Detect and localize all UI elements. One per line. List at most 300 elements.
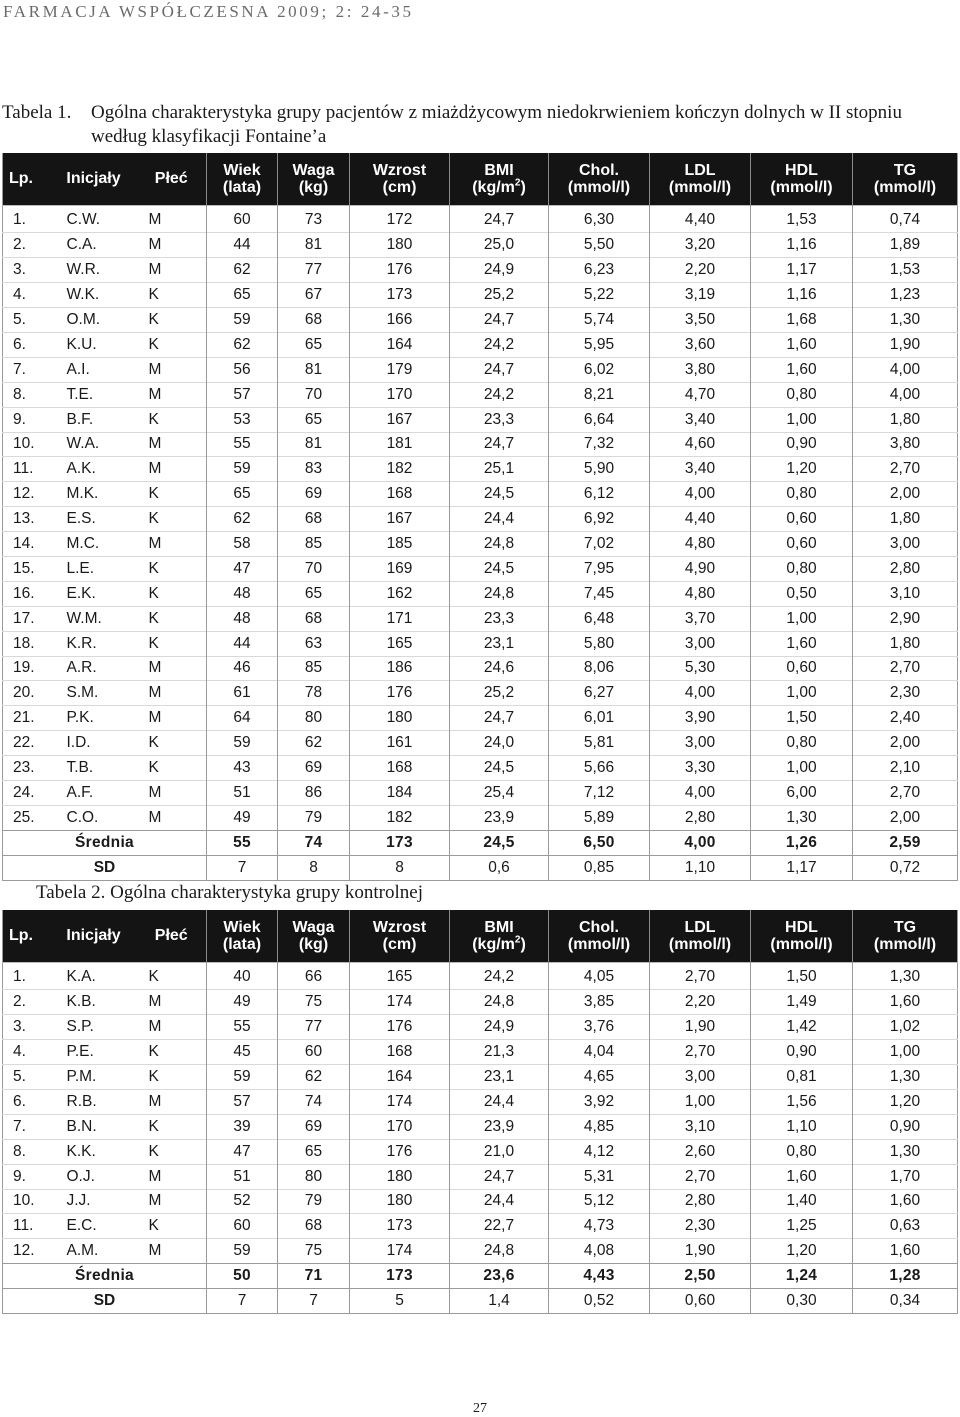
table-cell: 3,40 [650, 457, 751, 482]
table-cell: 5,66 [549, 756, 650, 781]
table-cell: 67 [278, 283, 350, 308]
table-cell: 24,9 [450, 1015, 549, 1040]
table-cell: 77 [278, 1015, 350, 1040]
table-cell: W.A. [51, 432, 137, 457]
table-cell: 69 [278, 1114, 350, 1139]
table-cell: 182 [350, 457, 450, 482]
table-cell: 4,85 [549, 1114, 650, 1139]
table-cell: 70 [278, 382, 350, 407]
table-cell: 24,7 [450, 1164, 549, 1189]
table-cell: 6,23 [549, 258, 650, 283]
table-cell: P.E. [51, 1040, 137, 1065]
table-cell: 77 [278, 258, 350, 283]
table-cell: 56 [207, 357, 278, 382]
table1-header-row [3, 153, 958, 205]
table-cell: 65 [278, 1139, 350, 1164]
table-cell: 161 [350, 731, 450, 756]
table-cell: 23,3 [450, 407, 549, 432]
table-cell: 1,30 [853, 308, 958, 333]
table-cell: 25. [3, 805, 51, 830]
table-cell: 1,00 [751, 756, 853, 781]
table-cell: 18. [3, 631, 51, 656]
table-cell: M [137, 1089, 207, 1114]
header-sex: Płeć [137, 910, 207, 962]
header-weight: Waga (kg) [278, 910, 350, 962]
table-cell: 182 [350, 805, 450, 830]
table-cell: 0,60 [751, 656, 853, 681]
table-cell: K [137, 407, 207, 432]
table-cell: K [137, 332, 207, 357]
summary-cell: 1,28 [853, 1264, 958, 1289]
table-cell: 1,23 [853, 283, 958, 308]
table-cell: 24,5 [450, 756, 549, 781]
table-cell: 2,70 [853, 656, 958, 681]
table-row [3, 606, 958, 631]
table-cell: W.K. [51, 283, 137, 308]
table-cell: 62 [278, 1065, 350, 1090]
table-cell: 174 [350, 990, 450, 1015]
table-cell: 1,02 [853, 1015, 958, 1040]
table-cell: B.N. [51, 1114, 137, 1139]
table-cell: 5. [3, 308, 51, 333]
summary-cell: 50 [207, 1264, 278, 1289]
table-cell: 3,90 [650, 706, 751, 731]
table-cell: 0,60 [751, 507, 853, 532]
header-ldl: LDL (mmol/l) [650, 910, 751, 962]
summary-cell: 1,17 [751, 855, 853, 880]
header-bmi: BMI $(kg/m^2)$ [450, 153, 549, 205]
table-cell: 164 [350, 332, 450, 357]
table-cell: 59 [207, 1239, 278, 1264]
table-cell: 75 [278, 1239, 350, 1264]
table-cell: 167 [350, 507, 450, 532]
table-cell: 3,40 [650, 407, 751, 432]
table-cell: 1,80 [853, 507, 958, 532]
table-cell: 6. [3, 1089, 51, 1114]
table-cell: 165 [350, 962, 450, 990]
table-cell: 24,5 [450, 482, 549, 507]
table-row [3, 457, 958, 482]
summary-cell: 71 [278, 1264, 350, 1289]
table-cell: 86 [278, 780, 350, 805]
header-bmi: BMI $(kg/m^2)$ [450, 910, 549, 962]
table-cell: A.K. [51, 457, 137, 482]
table-cell: 1,56 [751, 1089, 853, 1114]
table-cell: 47 [207, 556, 278, 581]
table-cell: 81 [278, 233, 350, 258]
table-cell: 52 [207, 1189, 278, 1214]
summary-cell: 23,6 [450, 1264, 549, 1289]
table-cell: 5,12 [549, 1189, 650, 1214]
table-cell: 0,90 [853, 1114, 958, 1139]
summary-cell: 0,72 [853, 855, 958, 880]
table-cell: 2,00 [853, 731, 958, 756]
table-cell: K [137, 581, 207, 606]
table-row [3, 581, 958, 606]
table-cell: 2,40 [853, 706, 958, 731]
table-cell: 64 [207, 706, 278, 731]
table-cell: 1,68 [751, 308, 853, 333]
table-cell: 44 [207, 233, 278, 258]
summary-cell: 173 [350, 1264, 450, 1289]
table-cell: 8,06 [549, 656, 650, 681]
table-cell: 1,90 [650, 1015, 751, 1040]
table-cell: K.A. [51, 962, 137, 990]
table-cell: 3,10 [853, 581, 958, 606]
table2-body [3, 962, 958, 1313]
table-cell: 1. [3, 962, 51, 990]
table-cell: 66 [278, 962, 350, 990]
summary-cell: 24,5 [450, 830, 549, 855]
table-row [3, 233, 958, 258]
summary-cell: 0,85 [549, 855, 650, 880]
summary-cell: 0,60 [650, 1289, 751, 1314]
table-cell: 3,10 [650, 1114, 751, 1139]
table-cell: K [137, 507, 207, 532]
table-cell: 5,95 [549, 332, 650, 357]
table-row [3, 205, 958, 233]
table-cell: 5,80 [549, 631, 650, 656]
table-row [3, 990, 958, 1015]
table-cell: 2,70 [853, 780, 958, 805]
table-cell: 79 [278, 1189, 350, 1214]
table-cell: 60 [207, 1214, 278, 1239]
table-cell: 39 [207, 1114, 278, 1139]
table-cell: 1,16 [751, 283, 853, 308]
summary-cell: 1,24 [751, 1264, 853, 1289]
table-row [3, 780, 958, 805]
table-cell: 3,85 [549, 990, 650, 1015]
table-cell: 51 [207, 1164, 278, 1189]
summary-cell: 0,52 [549, 1289, 650, 1314]
table-cell: 173 [350, 283, 450, 308]
table-cell: 81 [278, 432, 350, 457]
table-cell: 51 [207, 780, 278, 805]
table-row [3, 681, 958, 706]
table-cell: I.D. [51, 731, 137, 756]
table-cell: 70 [278, 556, 350, 581]
table-cell: B.F. [51, 407, 137, 432]
summary-cell: 2,59 [853, 830, 958, 855]
table-cell: 24,7 [450, 432, 549, 457]
table-cell: K [137, 631, 207, 656]
table-cell: 2,20 [650, 990, 751, 1015]
header-weight: Waga (kg) [278, 153, 350, 205]
table-cell: 1,60 [751, 332, 853, 357]
header-hdl: HDL (mmol/l) [751, 910, 853, 962]
table-cell: 61 [207, 681, 278, 706]
table-cell: 7. [3, 357, 51, 382]
table-cell: 62 [207, 507, 278, 532]
table-cell: 12. [3, 482, 51, 507]
table-cell: T.E. [51, 382, 137, 407]
table-cell: 65 [278, 407, 350, 432]
table-cell: S.M. [51, 681, 137, 706]
table-cell: 63 [278, 631, 350, 656]
table-cell: 1,20 [751, 1239, 853, 1264]
table-cell: 22,7 [450, 1214, 549, 1239]
table-cell: K [137, 1139, 207, 1164]
table-cell: 3. [3, 258, 51, 283]
summary-cell: 6,50 [549, 830, 650, 855]
table-cell: 184 [350, 780, 450, 805]
table-row [3, 1065, 958, 1090]
table-cell: 5,81 [549, 731, 650, 756]
table-cell: 176 [350, 258, 450, 283]
table-cell: 24. [3, 780, 51, 805]
table-cell: P.K. [51, 706, 137, 731]
summary-label: SD [3, 1289, 207, 1314]
table-cell: A.I. [51, 357, 137, 382]
summary-cell: 0,30 [751, 1289, 853, 1314]
table-cell: 17. [3, 606, 51, 631]
header-height: Wzrost (cm) [350, 910, 450, 962]
sd-row [3, 1289, 958, 1314]
table-cell: 0,90 [751, 1040, 853, 1065]
table-cell: 169 [350, 556, 450, 581]
table-cell: K [137, 606, 207, 631]
table-row [3, 1139, 958, 1164]
table-cell: K [137, 283, 207, 308]
table-cell: 1,10 [751, 1114, 853, 1139]
table-cell: 3,80 [650, 357, 751, 382]
table-cell: 6,30 [549, 205, 650, 233]
table-cell: 1,30 [853, 962, 958, 990]
table-cell: 8,21 [549, 382, 650, 407]
table-cell: 2,80 [853, 556, 958, 581]
table-cell: 9. [3, 407, 51, 432]
table-cell: 24,0 [450, 731, 549, 756]
table-cell: 0,80 [751, 731, 853, 756]
table-cell: 24,7 [450, 706, 549, 731]
table-cell: E.K. [51, 581, 137, 606]
table-row [3, 731, 958, 756]
table-cell: 13. [3, 507, 51, 532]
table-cell: 1,80 [853, 631, 958, 656]
table-cell: 2,00 [853, 482, 958, 507]
table-cell: 2,30 [650, 1214, 751, 1239]
table-cell: 24,9 [450, 258, 549, 283]
table-cell: M [137, 382, 207, 407]
table-row [3, 1015, 958, 1040]
table-row [3, 532, 958, 557]
table-cell: 1,00 [853, 1040, 958, 1065]
table-cell: 1,80 [853, 407, 958, 432]
table-cell: 69 [278, 482, 350, 507]
summary-cell: 1,10 [650, 855, 751, 880]
table-cell: J.J. [51, 1189, 137, 1214]
table-cell: 65 [207, 482, 278, 507]
table-cell: 6,02 [549, 357, 650, 382]
table-cell: 21,3 [450, 1040, 549, 1065]
table-cell: 4,08 [549, 1239, 650, 1264]
table-cell: M [137, 357, 207, 382]
table-cell: 2,30 [853, 681, 958, 706]
table-cell: 2. [3, 990, 51, 1015]
table-cell: M [137, 805, 207, 830]
table-cell: 0,80 [751, 482, 853, 507]
table-cell: 173 [350, 1214, 450, 1239]
summary-cell: 7 [207, 855, 278, 880]
table-cell: 4,05 [549, 962, 650, 990]
table-cell: O.J. [51, 1164, 137, 1189]
table-cell: 24,5 [450, 556, 549, 581]
table-cell: K [137, 556, 207, 581]
summary-cell: 7 [207, 1289, 278, 1314]
table-cell: 24,7 [450, 308, 549, 333]
header-sex: Płeć [137, 153, 207, 205]
table-cell: 186 [350, 656, 450, 681]
table-cell: 167 [350, 407, 450, 432]
table-cell: 73 [278, 205, 350, 233]
table-cell: 48 [207, 581, 278, 606]
table-cell: 5. [3, 1065, 51, 1090]
table-cell: C.W. [51, 205, 137, 233]
table-row [3, 1089, 958, 1114]
table-cell: 174 [350, 1089, 450, 1114]
table-cell: 24,2 [450, 332, 549, 357]
table-row [3, 1239, 958, 1264]
table-cell: A.F. [51, 780, 137, 805]
table-cell: 1,16 [751, 233, 853, 258]
table-cell: 4,40 [650, 507, 751, 532]
table-cell: 6. [3, 332, 51, 357]
table-cell: 23. [3, 756, 51, 781]
table-cell: 23,3 [450, 606, 549, 631]
table-cell: 1,30 [853, 1139, 958, 1164]
table-cell: 55 [207, 432, 278, 457]
table-cell: 24,8 [450, 581, 549, 606]
table-cell: 4,80 [650, 581, 751, 606]
table-row [3, 482, 958, 507]
table-cell: 1,89 [853, 233, 958, 258]
table-cell: 25,4 [450, 780, 549, 805]
summary-cell: 74 [278, 830, 350, 855]
table-cell: 24,2 [450, 962, 549, 990]
summary-cell: 55 [207, 830, 278, 855]
table-row [3, 756, 958, 781]
table-cell: 1,53 [853, 258, 958, 283]
table-cell: 1,40 [751, 1189, 853, 1214]
table-cell: 75 [278, 990, 350, 1015]
summary-cell: 173 [350, 830, 450, 855]
table-cell: C.O. [51, 805, 137, 830]
mean-row [3, 1264, 958, 1289]
table-cell: K [137, 308, 207, 333]
table-cell: 3,80 [853, 432, 958, 457]
table-cell: 162 [350, 581, 450, 606]
table-cell: 2,20 [650, 258, 751, 283]
table-cell: 0,74 [853, 205, 958, 233]
table-cell: 6,27 [549, 681, 650, 706]
table-cell: 49 [207, 990, 278, 1015]
table-cell: 24,4 [450, 507, 549, 532]
table-cell: 6,48 [549, 606, 650, 631]
summary-cell: 5 [350, 1289, 450, 1314]
summary-cell: 1,4 [450, 1289, 549, 1314]
header-ldl: LDL (mmol/l) [650, 153, 751, 205]
table-cell: K.U. [51, 332, 137, 357]
table-cell: T.B. [51, 756, 137, 781]
table-cell: 19. [3, 656, 51, 681]
table-cell: K.B. [51, 990, 137, 1015]
table-cell: 59 [207, 1065, 278, 1090]
table-cell: 180 [350, 233, 450, 258]
table-cell: M [137, 990, 207, 1015]
table-cell: 24,4 [450, 1089, 549, 1114]
table-cell: M [137, 656, 207, 681]
table-cell: K [137, 962, 207, 990]
table-cell: 23,1 [450, 1065, 549, 1090]
table-cell: 4,00 [853, 382, 958, 407]
table-cell: 168 [350, 1040, 450, 1065]
table-cell: 59 [207, 731, 278, 756]
table-row [3, 283, 958, 308]
table-cell: 1,30 [751, 805, 853, 830]
table-cell: 2,70 [650, 1164, 751, 1189]
table-cell: 2,10 [853, 756, 958, 781]
table-cell: 4,12 [549, 1139, 650, 1164]
table-cell: 6,00 [751, 780, 853, 805]
table-row [3, 805, 958, 830]
table-cell: M [137, 205, 207, 233]
header-initials: Inicjały [51, 910, 137, 962]
table-cell: 46 [207, 656, 278, 681]
table-cell: M.C. [51, 532, 137, 557]
table-cell: 57 [207, 382, 278, 407]
table-cell: 0,80 [751, 556, 853, 581]
table-cell: K.R. [51, 631, 137, 656]
table-cell: 1,70 [853, 1164, 958, 1189]
summary-cell: 0,34 [853, 1289, 958, 1314]
table-cell: 2,90 [853, 606, 958, 631]
summary-cell: 2,50 [650, 1264, 751, 1289]
table-row [3, 1114, 958, 1139]
table-cell: 2,70 [650, 1040, 751, 1065]
table-cell: 166 [350, 308, 450, 333]
table-cell: 170 [350, 1114, 450, 1139]
table-row [3, 332, 958, 357]
table-row [3, 706, 958, 731]
table-cell: E.C. [51, 1214, 137, 1239]
table-cell: 79 [278, 805, 350, 830]
table-cell: 12. [3, 1239, 51, 1264]
table-cell: K.K. [51, 1139, 137, 1164]
table-cell: 48 [207, 606, 278, 631]
table-cell: K [137, 756, 207, 781]
table-cell: 24,8 [450, 990, 549, 1015]
table-cell: 25,0 [450, 233, 549, 258]
table-cell: 1,00 [751, 606, 853, 631]
table-cell: 49 [207, 805, 278, 830]
table-cell: 5,50 [549, 233, 650, 258]
table-row [3, 432, 958, 457]
table-cell: 3,30 [650, 756, 751, 781]
table-cell: 3,92 [549, 1089, 650, 1114]
table-cell: 4,65 [549, 1065, 650, 1090]
table-cell: 1,00 [751, 681, 853, 706]
table-row [3, 357, 958, 382]
table-cell: 180 [350, 706, 450, 731]
table-cell: 1,00 [650, 1089, 751, 1114]
table-cell: 43 [207, 756, 278, 781]
header-hdl: HDL (mmol/l) [751, 153, 853, 205]
table-cell: 20. [3, 681, 51, 706]
table-cell: 6,12 [549, 482, 650, 507]
table-cell: 7,12 [549, 780, 650, 805]
table-cell: P.M. [51, 1065, 137, 1090]
table2-header-row [3, 910, 958, 962]
